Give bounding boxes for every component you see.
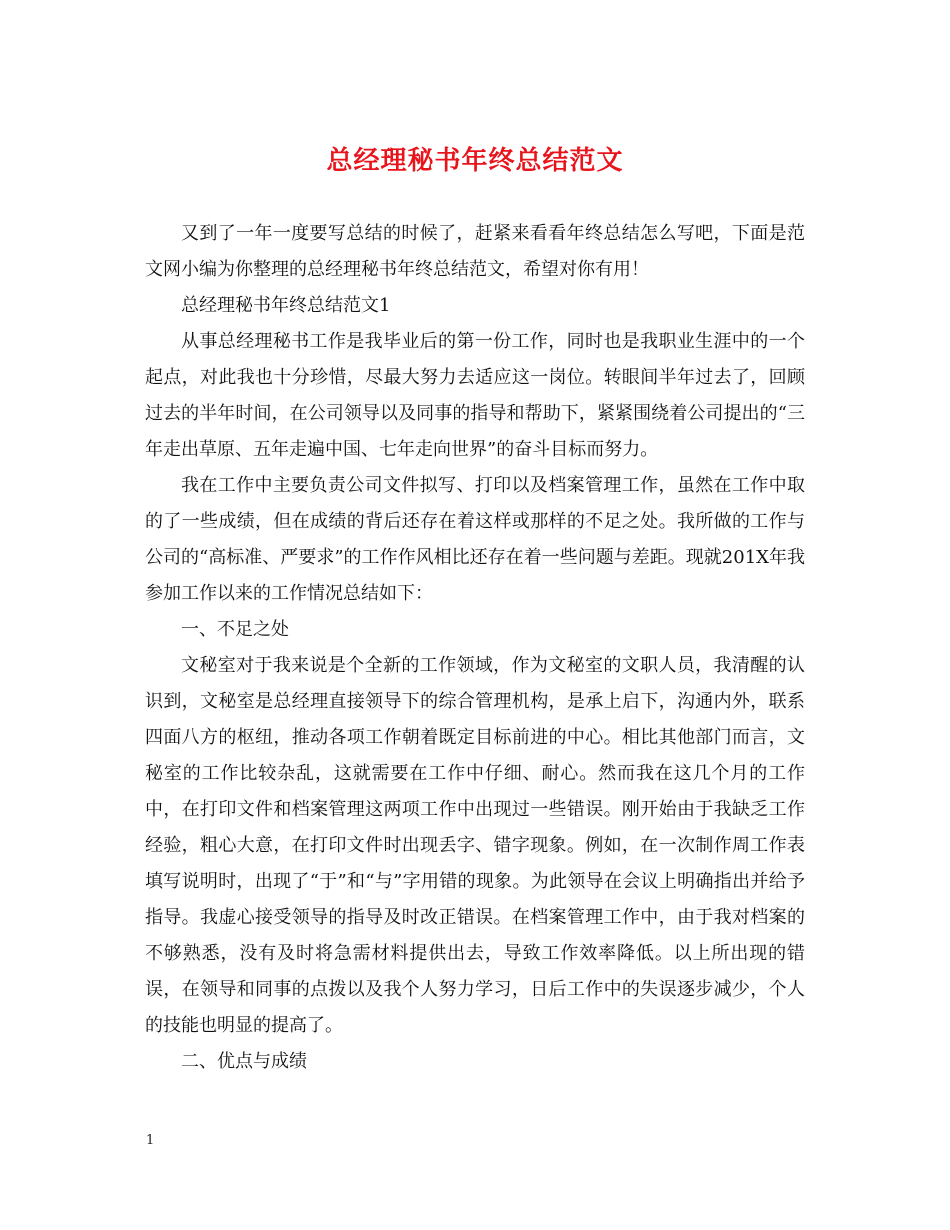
section-heading-strengths: 二、优点与成绩 (181, 1051, 307, 1072)
page-number: 1 (146, 1133, 155, 1148)
body-paragraph: 文秘室对于我来说是个全新的工作领域，作为文秘室的文职人员，我清醒的认识到，文秘室是总经理直接领导下的综合管理机构，是承上启下，沟通内外，联系四面八方的枢纽，推动各项工作朝着既定目标前进的中心。相比其他部门而言，文秘室的工作比较杂乱，这就需要在工作中仔细、耐心。然而我在这几个月的工作中，在打印文件和档案管理这两项工作中出现过一些错误。刚开始由于我缺乏工作经验，粗心大意，在打印文件时出现丢字、错字现象。例如，在一次制作周工作表填写说明时，出现了“于”和“与”字用错的现象。为此领导在会议上明确指出并给予指导。我虚心接受领导的指导及时改正错误。在档案管理工作中，由于我对档案的不够熟悉，没有及时将急需材料提供出去，导致工作效率降低。以上所出现的错误，在领导和同事的点拨以及我个人努力学习，日后工作中的失误逐步减少，个人的技能也明显的提高了。 (145, 655, 805, 1036)
document-body (145, 216, 805, 1080)
section-heading-shortcomings: 一、不足之处 (181, 619, 289, 640)
intro-paragraph: 又到了一年一度要写总结的时候了，赶紧来看看年终总结怎么写吧，下面是范文网小编为你整理的总经理秘书年终总结范文，希望对你有用！ (145, 223, 805, 280)
section-heading-sample-1: 总经理秘书年终总结范文1 (181, 295, 391, 316)
body-paragraph: 从事总经理秘书工作是我毕业后的第一份工作，同时也是我职业生涯中的一个起点，对此我也十分珍惜，尽最大努力去适应这一岗位。转眼间半年过去了，回顾过去的半年时间，在公司领导以及同事的指导和帮助下，紧紧围绕着公司提出的“三年走出草原、五年走遍中国、七年走向世界”的奋斗目标而努力。 (145, 331, 805, 460)
document-title: 总经理秘书年终总结范文 (326, 146, 624, 176)
body-paragraph: 我在工作中主要负责公司文件拟写、打印以及档案管理工作，虽然在工作中取的了一些成绩，但在成绩的背后还存在着这样或那样的不足之处。我所做的工作与公司的“高标准、严要求”的工作作风相比还存在着一些问题与差距。现就201X年我参加工作以来的工作情况总结如下： (145, 475, 805, 604)
